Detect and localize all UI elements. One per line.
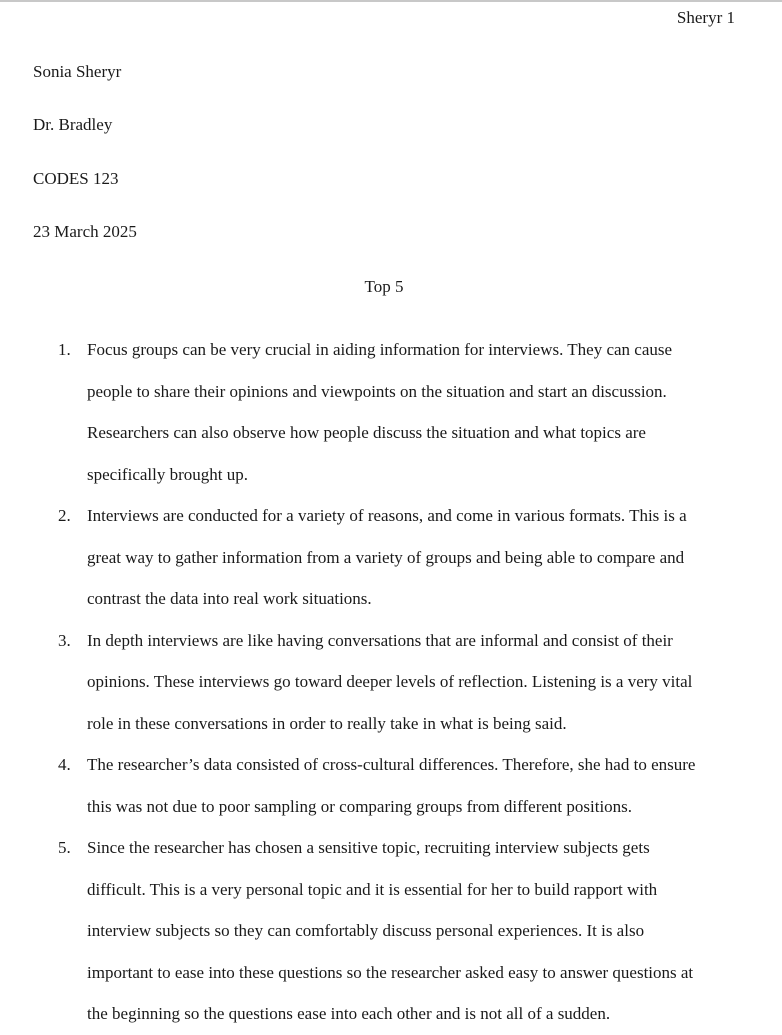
- list-item: [0, 620, 743, 745]
- list-item-text-line: role in these conversations in order to really take in what is being said.: [87, 713, 567, 733]
- list-item: [0, 827, 743, 1035]
- list-item-text-line: people to share their opinions and viewpoints on the situation and start an discussion.: [87, 381, 667, 401]
- document-title: Top 5: [364, 277, 404, 296]
- list-item-text-line: great way to gather information from a variety of groups and being able to compare and: [87, 547, 685, 567]
- list-item-text-line: difficult. This is a very personal topic and it is essential for her to build rapport with: [87, 879, 658, 899]
- list-item-text-line: Interviews are conducted for a variety of reasons, and come in various formats. This is a: [87, 506, 687, 525]
- page-top-border: [0, 0, 782, 2]
- page-header-running-head: Sheryr 1: [676, 8, 735, 27]
- course-name: CODES 123: [33, 169, 119, 188]
- list-item-text-line: this was not due to poor sampling or comparing groups from different positions.: [87, 796, 633, 816]
- list-item: [0, 495, 743, 620]
- list-item-text-line: The researcher’s data consisted of cross-cultural differences. Therefore, she had to ensure: [87, 755, 696, 774]
- student-name: Sonia Sheryr: [33, 62, 122, 81]
- list-item-text-line: opinions. These interviews go toward deeper levels of reflection. Listening is a very vital: [87, 672, 693, 691]
- list-item-number: 2.: [58, 506, 71, 525]
- list-item-text-line: specifically brought up.: [87, 464, 248, 484]
- list-item-text-line: In depth interviews are like having conversations that are informal and consist of their: [87, 630, 673, 650]
- list-item-number: 5.: [58, 838, 71, 857]
- instructor-name: Dr. Bradley: [33, 115, 113, 134]
- list-item-text-line: Since the researcher has chosen a sensitive topic, recruiting interview subjects gets: [87, 838, 650, 857]
- list-item-text-line: Focus groups can be very crucial in aiding information for interviews. They can cause: [87, 340, 673, 359]
- list-item-text-line: the beginning so the questions ease into each other and is not all of a sudden.: [87, 1004, 611, 1023]
- document-date: 23 March 2025: [33, 222, 137, 241]
- list-item-number: 4.: [58, 755, 71, 774]
- list-item-text-line: contrast the data into real work situations.: [87, 589, 372, 608]
- list-item: [0, 329, 743, 495]
- list-item-text-line: Researchers can also observe how people discuss the situation and what topics are: [87, 423, 646, 442]
- list-item: [0, 744, 743, 827]
- numbered-list: [0, 329, 782, 1035]
- list-item-number: 1.: [58, 340, 71, 359]
- list-item-text-line: important to ease into these questions so the researcher asked easy to answer questions at: [87, 962, 694, 982]
- list-item-text-line: interview subjects so they can comfortably discuss personal experiences. It is also: [87, 921, 645, 940]
- list-item-number: 3.: [58, 630, 71, 650]
